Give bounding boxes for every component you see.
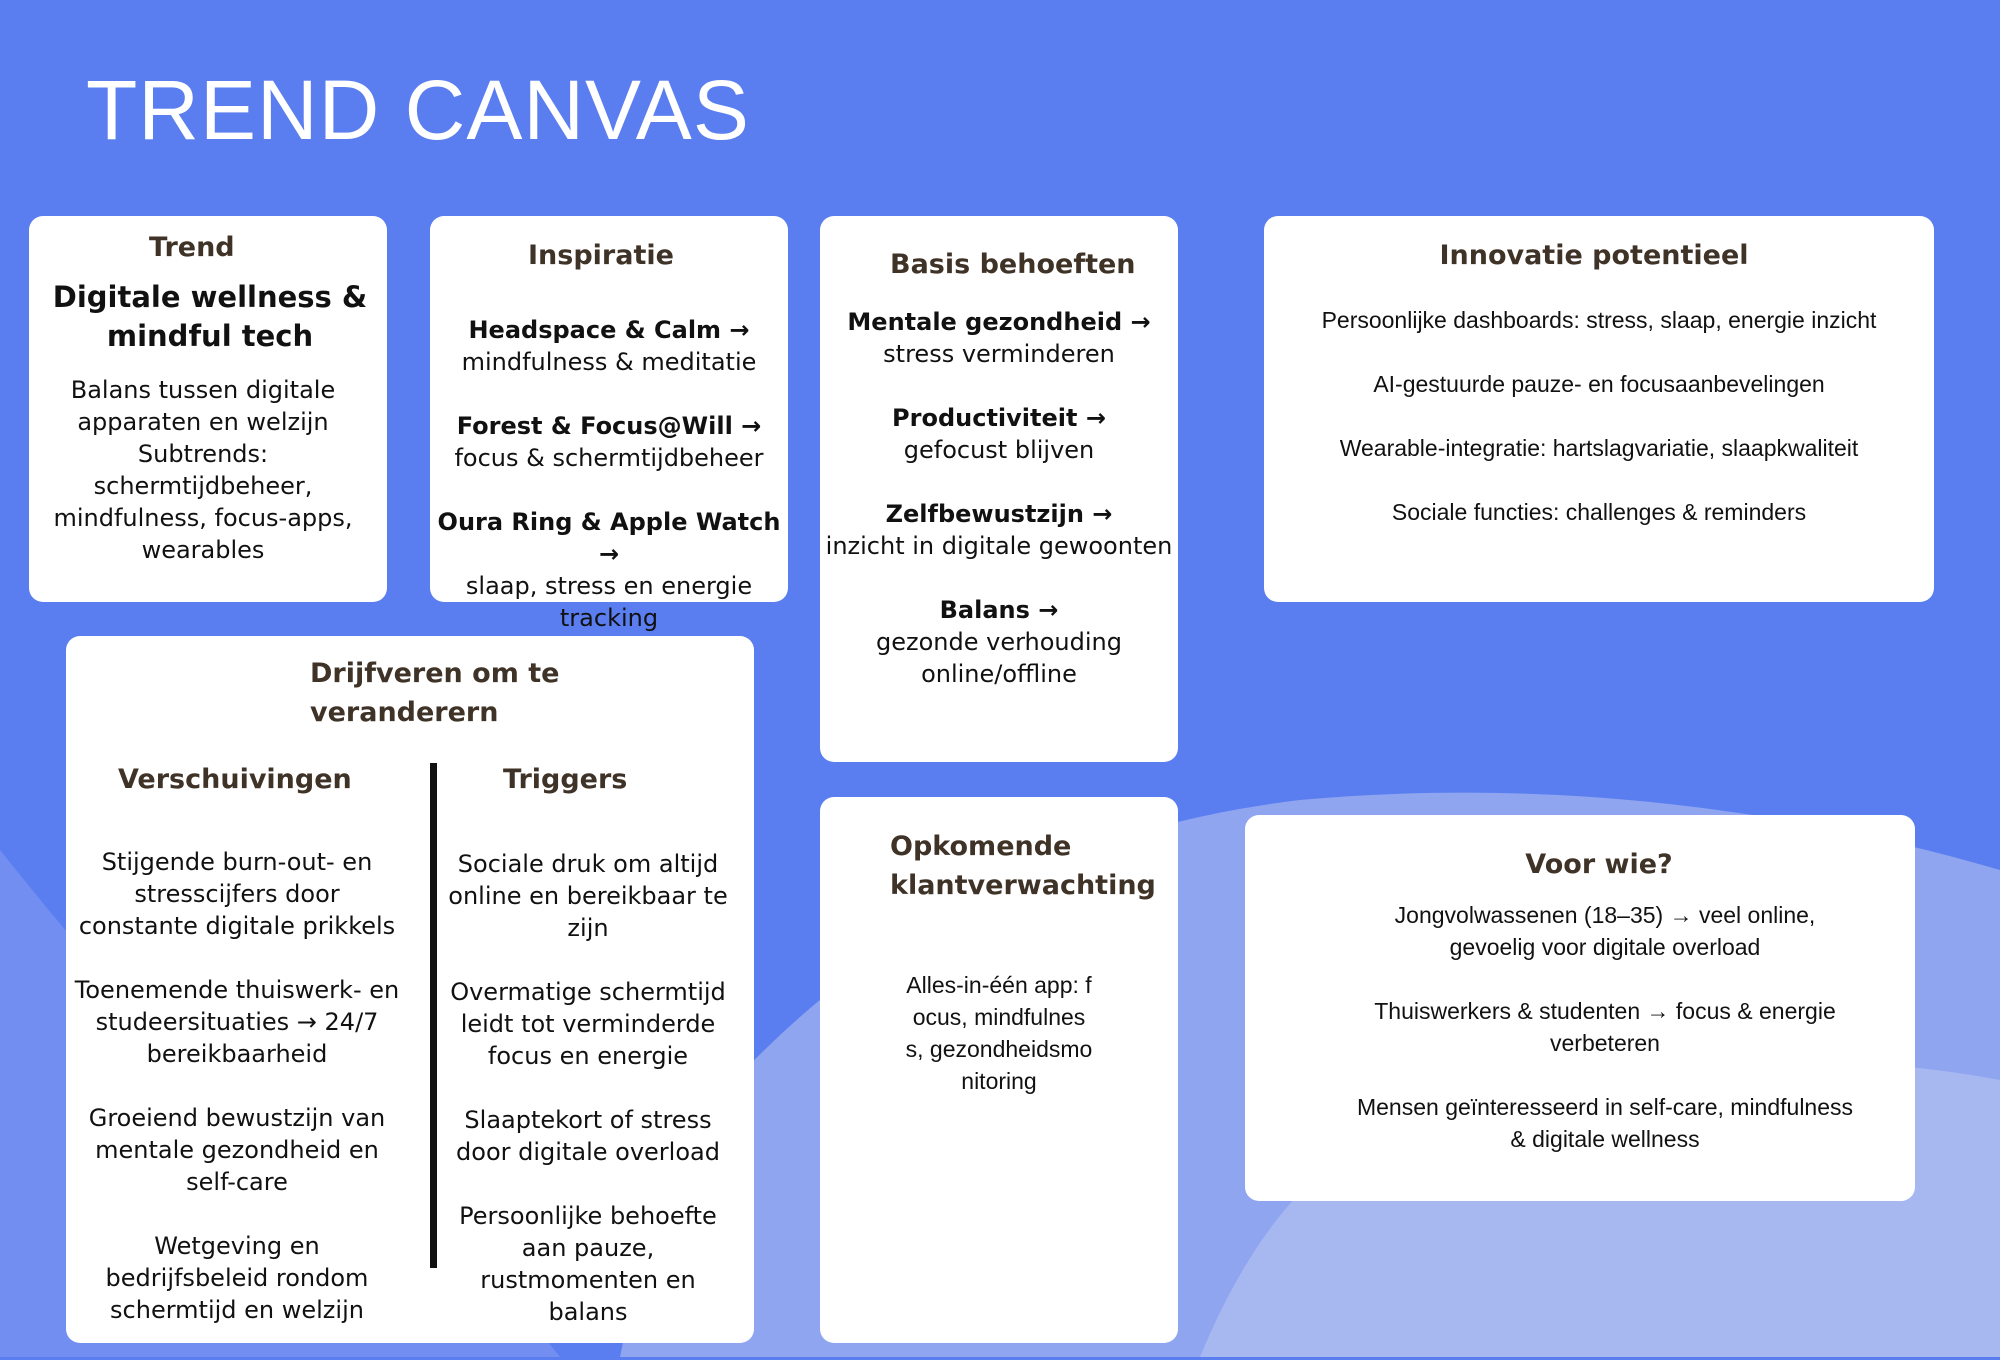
voorwie-heading: Voor wie? xyxy=(1525,849,1673,880)
drijfveren-heading: Drijfveren om te veranderern xyxy=(310,658,560,728)
trend-heading: Trend xyxy=(149,232,235,263)
trigger-item: Slaaptekort of stress door digitale overload xyxy=(456,1106,720,1166)
opkomend-text: Alles-in-één app: focus, mindfulness, gezondheidsmonitoring xyxy=(905,972,1093,1094)
innovatie-item: Persoonlijke dashboards: stress, slaap, energie inzicht xyxy=(1321,307,1877,333)
innovatie-card xyxy=(1264,216,1934,602)
voorwie-item: Jongvolwassenen (18–35) → veel online, gevoelig voor digitale overload xyxy=(1394,902,1816,960)
inspiratie-list xyxy=(430,314,788,666)
triggers-heading: Triggers xyxy=(503,764,628,795)
trigger-item: Persoonlijke behoefte aan pauze, rustmomenten en balans xyxy=(459,1202,717,1326)
verschuivingen-heading: Verschuivingen xyxy=(118,764,352,795)
basis-heading: Basis behoeften xyxy=(890,249,1136,280)
trend-name: Digitale wellness & mindful tech xyxy=(52,280,368,353)
verschuiving-item: Groeiend bewustzijn van mentale gezondheid en self-care xyxy=(88,1104,386,1196)
inspiratie-card xyxy=(430,216,788,632)
inspiratie-item: Headspace & Calm → mindfulness & meditatie xyxy=(461,316,757,376)
column-divider xyxy=(430,763,437,1268)
basis-item: Zelfbewustzijn → inzicht in digitale gewoonten xyxy=(825,500,1173,560)
basis-item: Mentale gezondheid → stress verminderen xyxy=(847,308,1151,368)
voorwie-item: Thuiswerkers & studenten → focus & energie verbeteren xyxy=(1374,998,1836,1056)
opkomende-klantverwachting-card xyxy=(820,797,1178,1343)
page-title: TREND CANVAS xyxy=(86,63,750,157)
voor-wie-card xyxy=(1245,815,1915,1201)
voorwie-item: Mensen geïnteresseerd in self-care, mindfulness & digitale wellness xyxy=(1356,1094,1854,1152)
inspiratie-heading: Inspiratie xyxy=(528,240,674,271)
basis-item: Balans → gezonde verhouding online/offline xyxy=(876,596,1122,688)
innovatie-item: Wearable-integratie: hartslagvariatie, slaapkwaliteit xyxy=(1339,435,1859,461)
inspiratie-item: Forest & Focus@Will → focus & schermtijdbeheer xyxy=(454,412,764,472)
basis-behoeften-card xyxy=(820,216,1178,762)
triggers-list xyxy=(438,848,738,1360)
trend-card xyxy=(29,216,387,602)
innovatie-heading: Innovatie potentieel xyxy=(1439,240,1749,271)
innovatie-item: Sociale functies: challenges & reminders xyxy=(1391,499,1807,525)
verschuivingen-list xyxy=(72,846,402,1358)
basis-list xyxy=(820,306,1178,722)
basis-item: Productiviteit → gefocust blijven xyxy=(892,404,1106,464)
trigger-item: Sociale druk om altijd online en bereikbaar te zijn xyxy=(448,850,728,942)
innovatie-list xyxy=(1264,304,1934,560)
trigger-item: Overmatige schermtijd leidt tot verminderde focus en energie xyxy=(450,978,726,1070)
verschuiving-item: Toenemende thuiswerk- en studeersituaties → 24/7 bereikbaarheid xyxy=(74,976,400,1068)
voorwie-list xyxy=(1355,899,1855,1187)
verschuiving-item: Wetgeving en bedrijfsbeleid rondom schermtijd en welzijn xyxy=(105,1232,369,1324)
verschuiving-item: Stijgende burn-out- en stresscijfers door constante digitale prikkels xyxy=(78,848,396,940)
innovatie-item: AI-gestuurde pauze- en focusaanbevelingen xyxy=(1373,371,1825,397)
trend-description: Balans tussen digitale apparaten en welzijn Subtrends: schermtijdbeheer, mindfulness, focus-apps, wearables xyxy=(53,376,353,564)
opkomend-heading: Opkomende klantverwachting xyxy=(890,831,1156,901)
drijfveren-card xyxy=(66,636,754,1343)
inspiratie-item: Oura Ring & Apple Watch → slaap, stress en energie tracking xyxy=(437,508,781,632)
